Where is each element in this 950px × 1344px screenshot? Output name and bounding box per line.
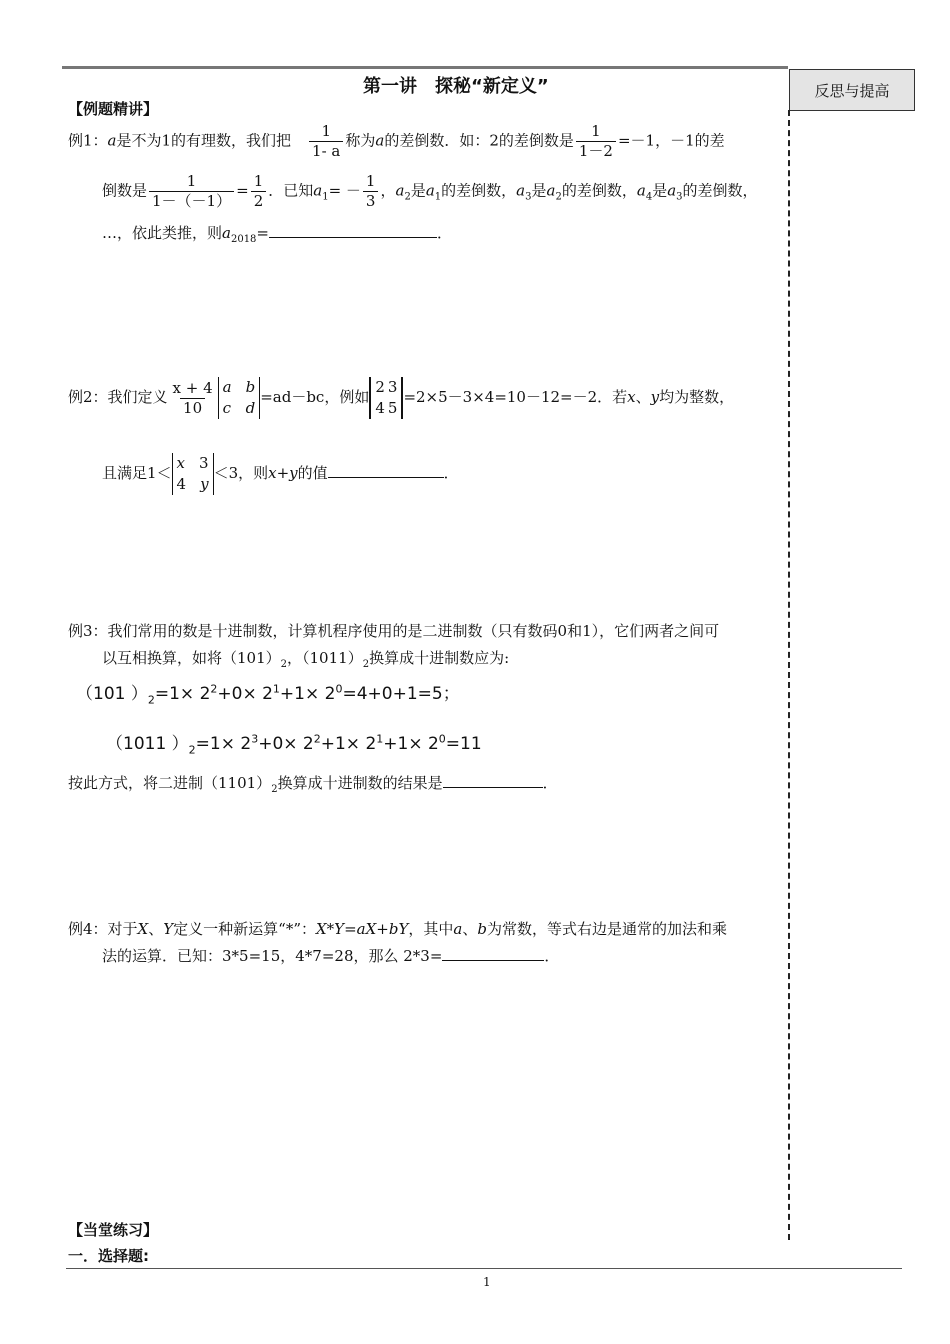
fraction-1-over-1-minus-a: $\frac{1}{1- a}$ (309, 122, 343, 161)
example-2-line-2: 且满足1＜ x 3 4 y ＜3，则x+y的值 ． (102, 454, 459, 493)
page-number: 1 (483, 1275, 491, 1289)
fraction-1-over-1-minus-2: $\frac{1}{1-2}$ (576, 122, 616, 161)
page-title: 第一讲 探秘“新定义” (363, 76, 549, 97)
determinant-abcd: a b c d (218, 377, 261, 419)
answer-blank-4[interactable] (442, 946, 544, 961)
example-2-line-1: 例2：我们定义 $\frac{x + 4}{10}$ a b c d =ad－bc，例如 2 3 4 5 =2×5－3×4=10－12=－2．若x、y均为整数， (68, 378, 735, 417)
example-3-equation-1: （101 ）$_2=1\times 2^2+0\times 2^1+1\times 2^0=4+0+1=5$； (76, 682, 460, 707)
example-1-line-1: 例1：a是不为1的有理数，我们把 $\frac{1}{1- a}$ 称为a的差倒数．如：2的差倒数是 $\frac{1}{1-2}$ =－1，－1的差 (68, 122, 725, 160)
answer-blank-1[interactable] (269, 223, 437, 238)
fraction-1-over-1-minus-neg1: $\frac{1}{1-(-1)}$ (149, 172, 234, 211)
example-4-line-1: 例4：对于X、Y定义一种新运算“*”：X*Y=aX+bY，其中a、b为常数，等式右边是通常的加法和乘 (68, 920, 727, 938)
fraction-x-plus-4-over-10: $\frac{x + 4}{10}$ (172, 378, 213, 417)
fraction-1-over-3: $\frac{1}{3}$ (363, 172, 379, 211)
example-3-line-1: 例3：我们常用的数是十进制数，计算机程序使用的是二进制数（只有数码0和1），它们两者之间可 (68, 622, 720, 640)
example-1-line-3: …，依此类推，则$a_{2018}=$ ． (102, 224, 453, 245)
section-heading-examples: 【例题精讲】 (68, 100, 159, 118)
section-heading-practice: 【当堂练习】 (68, 1221, 159, 1239)
reflection-box: 反思与提高 (789, 69, 915, 111)
determinant-example: 2 3 4 5 (369, 377, 403, 419)
answer-blank-2[interactable] (328, 463, 444, 478)
answer-blank-3[interactable] (443, 773, 543, 788)
header-rule (62, 66, 788, 69)
example-3-equation-2: （1011 ）$_2=1\times 2^3+0\times 2^2+1\times 2^1+1\times 2^0=11$ (106, 732, 482, 757)
determinant-x3-4y: x 3 4 y (172, 453, 214, 495)
fraction-1-over-2: $\frac{1}{2}$ (251, 172, 267, 211)
footer-rule (66, 1268, 902, 1269)
example-3-line-3: 按此方式，将二进制$(1101)_2$换算成十进制数的结果是 ． (68, 774, 558, 795)
example-3-line-2: 以互相换算，如将$(101)_2$，$(1011)_2$换算成十进制数应为: (102, 649, 510, 670)
example-1-line-2: 倒数是 $\frac{1}{1-(-1)}$ = $\frac{1}{2}$ ．已知$a_1=$ － $\frac{1}{3}$ ，$a_2$是$a_1$的差倒数，$a_3$是$a_2$的差倒数，$a_4$是$a_3$的差倒数， (102, 172, 758, 210)
section-heading-choice: 一．选择题: (68, 1247, 149, 1265)
margin-dashed-line (788, 110, 790, 1240)
example-4-line-2: 法的运算．已知：3*5=15，4*7=28，那么 2*3= ． (102, 947, 560, 965)
